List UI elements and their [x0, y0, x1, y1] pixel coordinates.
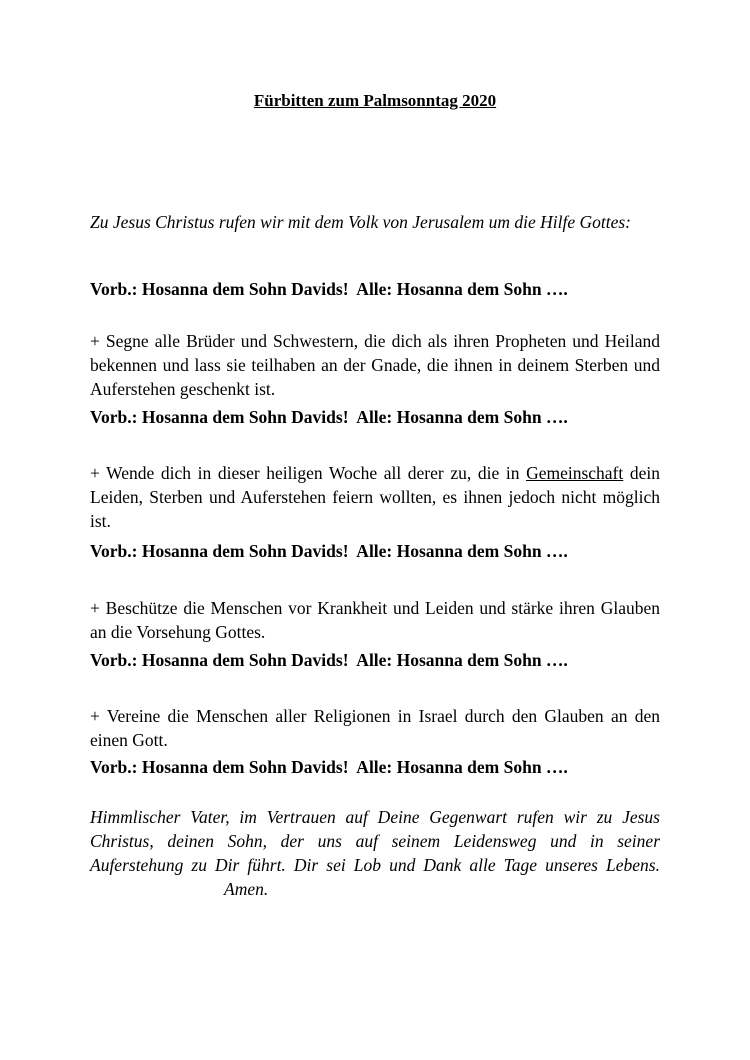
petition-2-text-before: + Wende dich in dieser heiligen Woche all derer zu, die in [90, 463, 527, 483]
document-title: Fürbitten zum Palmsonntag 2020 [253, 91, 497, 110]
closing-prayer-text: Himmlischer Vater, im Vertrauen auf Deine Gegenwart rufen wir zu Jesus Christus, deinen Sohn, der uns auf seinem Leidensweg und in seiner Auferstehung zu Dir führt. Dir sei Lob und Dank alle Tage unseres Lebens. [90, 807, 660, 875]
petition-2 [90, 461, 660, 533]
petition-2-underlined-word: Gemeinschaft [526, 463, 624, 483]
amen-text: Amen. [224, 879, 269, 899]
response-line-2: Vorb.: Hosanna dem Sohn Davids! Alle: Hosanna dem Sohn …. [90, 407, 568, 427]
petition-3: + Beschütze die Menschen vor Krankheit und Leiden und stärke ihren Glauben an die Vorsehung Gottes. [90, 598, 660, 642]
response-line-3: Vorb.: Hosanna dem Sohn Davids! Alle: Hosanna dem Sohn …. [90, 541, 568, 561]
response-line-1: Vorb.: Hosanna dem Sohn Davids! Alle: Hosanna dem Sohn …. [90, 279, 568, 299]
closing-prayer [90, 805, 660, 901]
petition-2-text-after: dein Leiden, Sterben und Auferstehen feiern wollten, es ihnen jedoch nicht möglich ist. [90, 463, 660, 531]
petition-1: + Segne alle Brüder und Schwestern, die dich als ihren Propheten und Heiland bekennen und lass sie teilhaben an der Gnade, die ihnen in deinem Sterben und Auferstehen geschenkt ist. [90, 331, 660, 399]
response-line-4: Vorb.: Hosanna dem Sohn Davids! Alle: Hosanna dem Sohn …. [90, 650, 568, 670]
introduction-text: Zu Jesus Christus rufen wir mit dem Volk von Jerusalem um die Hilfe Gottes: [90, 212, 631, 232]
petition-4: + Vereine die Menschen aller Religionen in Israel durch den Glauben an den einen Gott. [90, 706, 660, 750]
response-line-5: Vorb.: Hosanna dem Sohn Davids! Alle: Hosanna dem Sohn …. [90, 757, 568, 777]
